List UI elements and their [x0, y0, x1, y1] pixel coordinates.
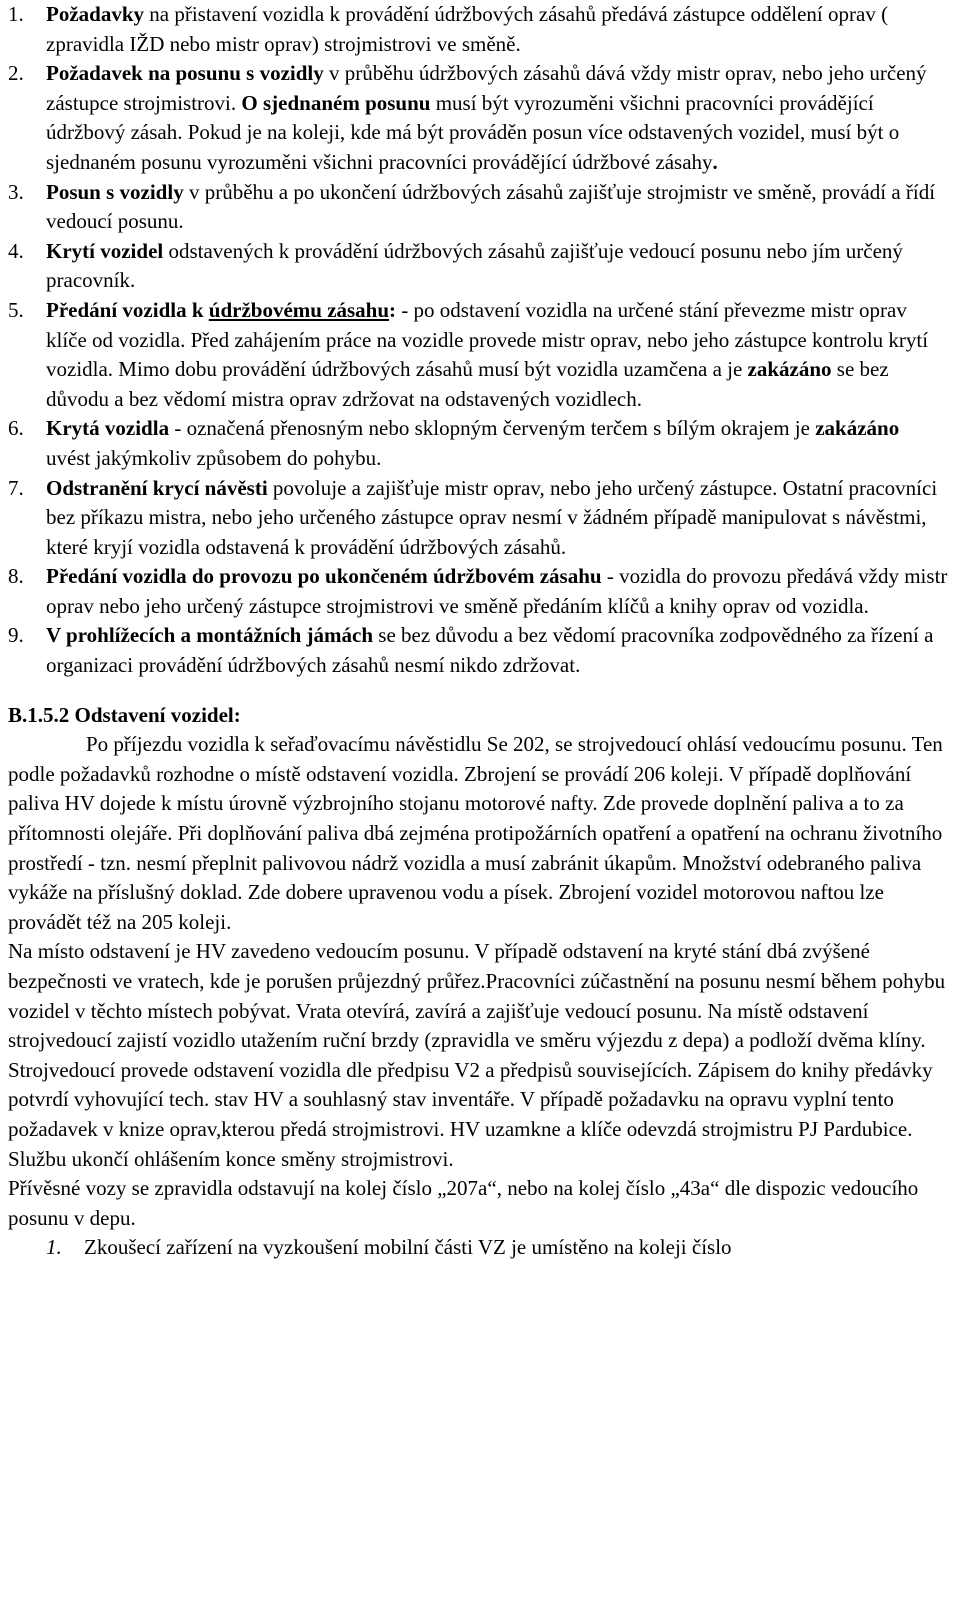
item-number: 3.: [8, 179, 24, 204]
item-number: 8.: [8, 564, 24, 589]
paragraph: Přívěsné vozy se zpravidla odstavují na kolej číslo „207a“, nebo na kolej číslo „43a“ dle dispozic vedoucího posunu v depu.: [8, 1176, 919, 1230]
list-item: [46, 1233, 948, 1263]
item-number: 1.: [46, 1235, 62, 1260]
item-text: [46, 298, 928, 411]
bold-run: :: [389, 297, 397, 322]
bold-run: Krytí vozidel: [46, 238, 164, 263]
text-run: povoluje a zajišťuje mistr oprav, nebo jeho určený zástupce. Ostatní pracovníci bez příkazu mistra, nebo jeho určeného zástupce oprav nesmí v žádném případě manipulovat s návěstmi, které kryjí vozidla odstavená k provádění údržbových zásahů.: [46, 475, 938, 559]
bold-run: údržbovému zásahu: [208, 297, 390, 322]
bold-run: Předání vozidla do provozu po ukončeném údržbovém zásahu: [46, 564, 602, 589]
text-run: se bez důvodu a bez vědomí mistra oprav zdržovat na odstavených vozidlech.: [46, 357, 889, 411]
section-odstaveni: [8, 701, 948, 1263]
bottom-list: [8, 1233, 948, 1263]
item-text: [46, 2, 888, 56]
list-item: [8, 414, 948, 473]
list-item: [8, 562, 948, 621]
text-run: odstavených k provádění údržbových zásahů zajišťuje vedoucí posunu nebo jím určený pracovník.: [46, 238, 903, 293]
bold-run: zakázáno: [747, 357, 832, 382]
text-run: v průběhu údržbových zásahů dává vždy mistr oprav, nebo jeho určený zástupce strojmistrovi.: [46, 61, 927, 115]
text-run: na přistavení vozidla k provádění údržbových zásahů předává zástupce oddělení oprav ( zpravidla IŽD nebo mistr oprav) strojmistrovi ve směně.: [46, 2, 889, 56]
bold-run: Krytá vozidla: [46, 416, 170, 441]
text-run: - po odstavení vozidla na určené stání převezme mistr oprav klíče od vozidla. Před zahájením práce na vozidle provede mistr oprav, nebo jeho zástupce kontrolu krytí vozidla. Mimo dobu provádění údržbových zásahů musí být vozidla uzamčena a je: [46, 297, 929, 382]
item-text: [46, 416, 899, 470]
section-heading: B.1.5.2 Odstavení vozidel:: [8, 702, 241, 727]
text-run: se bez důvodu a bez vědomí pracovníka zodpovědného za řízení a organizaci provádění údržbových zásahů nesmí nikdo zdržovat.: [46, 623, 934, 678]
bold-run: O sjednaném posunu: [241, 90, 431, 115]
text-run: - označená přenosným nebo sklopným červeným terčem s bílým okrajem je: [169, 416, 816, 441]
bold-run: Požadavky: [46, 2, 145, 26]
list-item: [8, 0, 948, 59]
item-number: 4.: [8, 238, 24, 263]
item-number: 6.: [8, 416, 24, 441]
list-item: [8, 474, 948, 563]
bold-run: Požadavek na posunu s vozidly: [46, 61, 324, 86]
bold-run: Posun s vozidly: [46, 179, 184, 204]
item-number: 5.: [8, 297, 24, 322]
list-item: [8, 237, 948, 296]
item-number: 7.: [8, 475, 24, 500]
bold-run: zakázáno: [815, 416, 900, 441]
item-number: 2.: [8, 61, 24, 86]
item-number: 1.: [8, 2, 24, 26]
paragraph: Na místo odstavení je HV zavedeno vedoucím posunu. V případě odstavení na kryté stání dbá zvýšené bezpečnosti ve vratech, kde je porušen průjezdný průřez.Pracovníci zúčastnění na posunu nesmí během pohybu vozidel v těchto místech pobývat. Vrata otevírá, zavírá a zajišťuje vedoucí posunu. Na místě odstavení strojvedoucí zajistí vozidlo utažením ruční brzdy (zpravidla ve směru výjezdu z depa) a podloží dvěma klíny. Strojvedoucí provede odstavení vozidla dle předpisu V2 a předpisů souvisejících. Zápisem do knihy předávky potvrdí vyhovující tech. stav HV a souhlasný stav inventáře. V případě požadavku na opravu vyplní tento požadavek v knize oprav,kterou předá strojmistrovi. HV uzamkne a klíče odevzdá strojmistru PJ Pardubice. Službu ukončí ohlášením konce směny strojmistrovi.: [8, 939, 946, 1171]
bold-run: V prohlížecích a montážních jámách: [46, 623, 374, 648]
text-run: musí být vyrozuměni všichni pracovníci provádějící údržbový zásah. Pokud je na koleji, kde má být prováděn posun více odstavených vozidel, musí být o sjednaném posunu vyrozuměni všichni pracovníci provádějící údržbové zásahy: [46, 90, 900, 174]
bold-run: Předání vozidla k: [46, 297, 209, 322]
item-text: [46, 180, 935, 234]
item-text: [46, 564, 947, 618]
list-item: [8, 621, 948, 680]
item-text: [46, 239, 903, 293]
text-run: v průběhu a po ukončení údržbových zásahů zajišťuje strojmistr ve směně, provádí a řídí vedoucí posunu.: [46, 179, 936, 234]
item-text: Zkoušecí zařízení na vyzkoušení mobilní části VZ je umístěno na koleji číslo: [84, 1235, 732, 1260]
list-item: [8, 296, 948, 414]
bold-run: .: [712, 149, 718, 174]
list-item: [8, 59, 948, 177]
item-text: [46, 623, 933, 677]
item-number: 9.: [8, 623, 24, 648]
paragraph: Po příjezdu vozidla k seřaďovacímu návěstidlu Se 202, se strojvedoucí ohlásí vedoucímu posunu. Ten podle požadavků rozhodne o místě odstavení vozidla. Zbrojení se provádí 206 koleji. V případě doplňování paliva HV dojede k místu úrovně výzbrojního stojanu motorové nafty. Zde provede doplnění paliva a to za přítomnosti olejáře. Při doplňování paliva dbá zejména protipožárních opatření a opatření na ochranu životního prostředí - tzn. nesmí přeplnit palivovou nádrž vozidla a musí zabránit úkapům. Množství odebraného paliva vykáže na příslušný doklad. Zde dobere upravenou vodu a písek. Zbrojení vozidel motorovou naftou lze provádět též na 205 koleji.: [8, 732, 943, 934]
item-text: [46, 476, 937, 559]
text-run: - vozidla do provozu předává vždy mistr oprav nebo jeho určený zástupce strojmistrovi ve směně předáním klíčů a knihy oprav od vozidla.: [46, 564, 948, 618]
bold-run: Odstranění krycí návěsti: [46, 475, 268, 500]
text-run: uvést jakýmkoliv způsobem do pohybu.: [46, 445, 382, 470]
item-text: [46, 61, 927, 174]
list-item: [8, 178, 948, 237]
requirements-list: [8, 0, 948, 681]
